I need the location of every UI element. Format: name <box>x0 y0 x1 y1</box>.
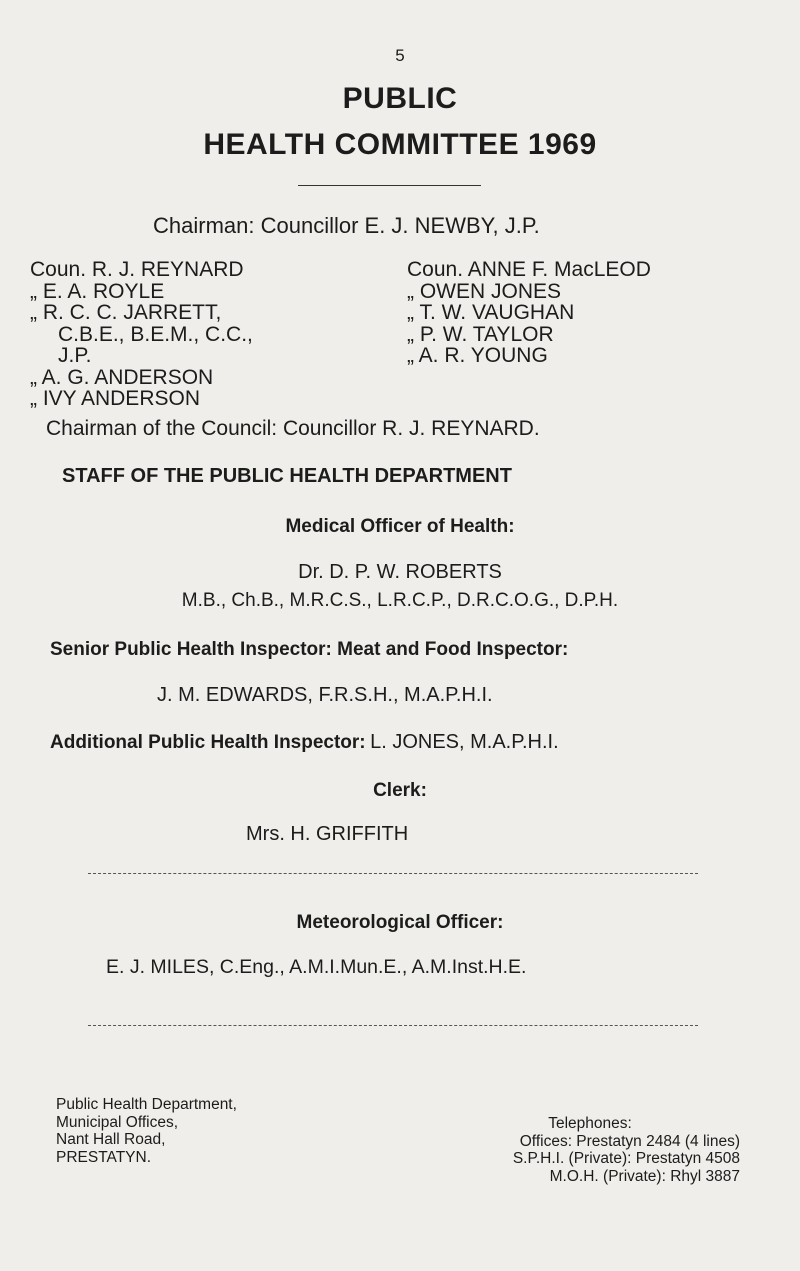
meteorological-officer-name: E. J. MILES, C.Eng., A.M.I.Mun.E., A.M.Inst.H.E. <box>106 956 527 978</box>
member-left-continued: J.P. <box>58 344 92 367</box>
section-divider <box>88 1025 698 1026</box>
page-number: 5 <box>395 46 405 65</box>
address-line: Municipal Offices, <box>56 1113 179 1131</box>
clerk-label: Clerk: <box>373 780 427 801</box>
address-block <box>56 1096 237 1166</box>
member-left: „ R. C. C. JARRETT, <box>30 301 222 324</box>
members-left-column <box>30 259 253 410</box>
address-line: PRESTATYN. <box>56 1148 152 1166</box>
meteorological-officer-label: Meteorological Officer: <box>296 912 504 933</box>
address-line: Public Health Department, <box>56 1096 237 1113</box>
staff-heading: STAFF OF THE PUBLIC HEALTH DEPARTMENT <box>62 465 512 487</box>
member-left-continued: C.B.E., B.E.M., C.C., <box>58 322 253 346</box>
additional-inspector-label: Additional Public Health Inspector: <box>50 732 366 753</box>
council-chairman: Chairman of the Council: Councillor R. J. REYNARD. <box>46 417 540 440</box>
committee-chairman: Chairman: Councillor E. J. NEWBY, J.P. <box>153 213 540 238</box>
senior-inspector-name: J. M. EDWARDS, F.R.S.H., M.A.P.H.I. <box>157 684 493 706</box>
section-divider <box>88 873 698 874</box>
moh-qualifications: M.B., Ch.B., M.R.C.S., L.R.C.P., D.R.C.O.G., D.P.H. <box>181 590 619 611</box>
clerk-name: Mrs. H. GRIFFITH <box>246 823 409 845</box>
member-left: „ E. A. ROYLE <box>30 279 165 303</box>
additional-inspector-line <box>50 731 559 754</box>
moh-name: Dr. D. P. W. ROBERTS <box>298 561 502 583</box>
member-right: „ A. R. YOUNG <box>407 344 548 367</box>
member-right: „ T. W. VAUGHAN <box>407 301 575 324</box>
member-left: „ A. G. ANDERSON <box>30 365 214 389</box>
member-right: „ OWEN JONES <box>407 279 562 303</box>
moh-label: Medical Officer of Health: <box>285 516 515 537</box>
senior-inspector-label: Senior Public Health Inspector: Meat and Food Inspector: <box>50 639 569 660</box>
page-title-line2: HEALTH COMMITTEE 1969 <box>203 128 597 161</box>
members-right-column <box>407 259 651 367</box>
telephone-line: S.P.H.I. (Private): Prestatyn 4508 <box>512 1150 740 1167</box>
telephone-line: Offices: Prestatyn 2484 (4 lines) <box>519 1132 740 1150</box>
telephones-heading: Telephones: <box>548 1115 632 1132</box>
member-left: Coun. R. J. REYNARD <box>30 258 244 281</box>
page-title-line1: PUBLIC <box>342 82 458 115</box>
member-right: „ P. W. TAYLOR <box>407 322 554 346</box>
telephone-line: M.O.H. (Private): Rhyl 3887 <box>549 1167 740 1185</box>
telephones-block <box>440 1115 740 1185</box>
member-right: Coun. ANNE F. MacLEOD <box>407 258 651 281</box>
member-left: „ IVY ANDERSON <box>30 387 200 410</box>
address-line: Nant Hall Road, <box>56 1131 166 1148</box>
additional-inspector-name: L. JONES, M.A.P.H.I. <box>370 731 559 753</box>
title-divider <box>298 185 481 186</box>
